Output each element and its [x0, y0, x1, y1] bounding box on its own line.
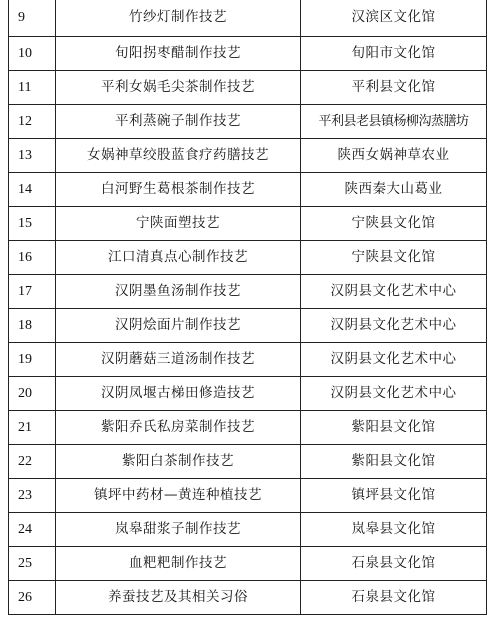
- table-row: [9, 377, 487, 411]
- table-row: [9, 411, 487, 445]
- table-row: [9, 343, 487, 377]
- row-number: 15: [9, 207, 56, 241]
- protection-unit: 汉滨区文化馆: [301, 0, 487, 37]
- protection-unit: 紫阳县文化馆: [301, 411, 487, 445]
- row-number: 21: [9, 411, 56, 445]
- table-row: [9, 309, 487, 343]
- project-name: 汉阴凤堰古梯田修造技艺: [56, 377, 301, 411]
- project-name: 汉阴烩面片制作技艺: [56, 309, 301, 343]
- row-number: 26: [9, 581, 56, 615]
- table-row: [9, 547, 487, 581]
- row-number: 14: [9, 173, 56, 207]
- protection-unit: 汉阴县文化艺术中心: [301, 343, 487, 377]
- protection-unit: 宁陕县文化馆: [301, 207, 487, 241]
- project-name: 竹纱灯制作技艺: [56, 0, 301, 37]
- row-number: 11: [9, 71, 56, 105]
- project-name: 紫阳乔氏私房菜制作技艺: [56, 411, 301, 445]
- row-number: 17: [9, 275, 56, 309]
- project-name: 岚皋甜浆子制作技艺: [56, 513, 301, 547]
- table-row: [9, 513, 487, 547]
- row-number: 19: [9, 343, 56, 377]
- protection-unit: 镇坪县文化馆: [301, 479, 487, 513]
- protection-unit: 平利县文化馆: [301, 71, 487, 105]
- row-number: 18: [9, 309, 56, 343]
- project-name: 汉阴墨鱼汤制作技艺: [56, 275, 301, 309]
- table-row: [9, 445, 487, 479]
- row-number: 13: [9, 139, 56, 173]
- table-row: [9, 139, 487, 173]
- table-row: [9, 275, 487, 309]
- row-number: 9: [9, 0, 56, 37]
- row-number: 10: [9, 37, 56, 71]
- protection-unit: 紫阳县文化馆: [301, 445, 487, 479]
- row-number: 22: [9, 445, 56, 479]
- protection-unit: 旬阳市文化馆: [301, 37, 487, 71]
- row-number: 25: [9, 547, 56, 581]
- table-row: [9, 71, 487, 105]
- protection-unit: 石泉县文化馆: [301, 581, 487, 615]
- protection-unit: 石泉县文化馆: [301, 547, 487, 581]
- protection-unit: 汉阴县文化艺术中心: [301, 377, 487, 411]
- protection-unit: 汉阴县文化艺术中心: [301, 275, 487, 309]
- project-name: 女娲神草绞股蓝食疗药膳技艺: [56, 139, 301, 173]
- row-number: 23: [9, 479, 56, 513]
- protection-unit: 陕西秦大山葛业: [301, 173, 487, 207]
- project-name: 汉阴蘑菇三道汤制作技艺: [56, 343, 301, 377]
- protection-unit: 汉阴县文化艺术中心: [301, 309, 487, 343]
- project-name: 紫阳白茶制作技艺: [56, 445, 301, 479]
- protection-unit: 陕西女娲神草农业: [301, 139, 487, 173]
- row-number: 24: [9, 513, 56, 547]
- table-row: [9, 105, 487, 139]
- project-name: 养蚕技艺及其相关习俗: [56, 581, 301, 615]
- project-name: 平利蒸碗子制作技艺: [56, 105, 301, 139]
- table-row: [9, 173, 487, 207]
- row-number: 12: [9, 105, 56, 139]
- row-number: 20: [9, 377, 56, 411]
- project-name: 血粑粑制作技艺: [56, 547, 301, 581]
- protection-unit: 平利县老县镇杨柳沟蒸膳坊: [301, 105, 487, 139]
- protection-unit: 宁陕县文化馆: [301, 241, 487, 275]
- project-name: 平利女娲毛尖茶制作技艺: [56, 71, 301, 105]
- project-name: 旬阳拐枣醋制作技艺: [56, 37, 301, 71]
- project-name: 宁陕面塑技艺: [56, 207, 301, 241]
- project-name: 镇坪中药材—黄连种植技艺: [56, 479, 301, 513]
- project-name: 江口清真点心制作技艺: [56, 241, 301, 275]
- table-row: [9, 241, 487, 275]
- table-row: [9, 0, 487, 37]
- table-row: [9, 207, 487, 241]
- table-row: [9, 581, 487, 615]
- row-number: 16: [9, 241, 56, 275]
- table-row: [9, 479, 487, 513]
- project-name: 白河野生葛根茶制作技艺: [56, 173, 301, 207]
- table-row: [9, 37, 487, 71]
- heritage-project-table: [8, 0, 487, 615]
- protection-unit: 岚皋县文化馆: [301, 513, 487, 547]
